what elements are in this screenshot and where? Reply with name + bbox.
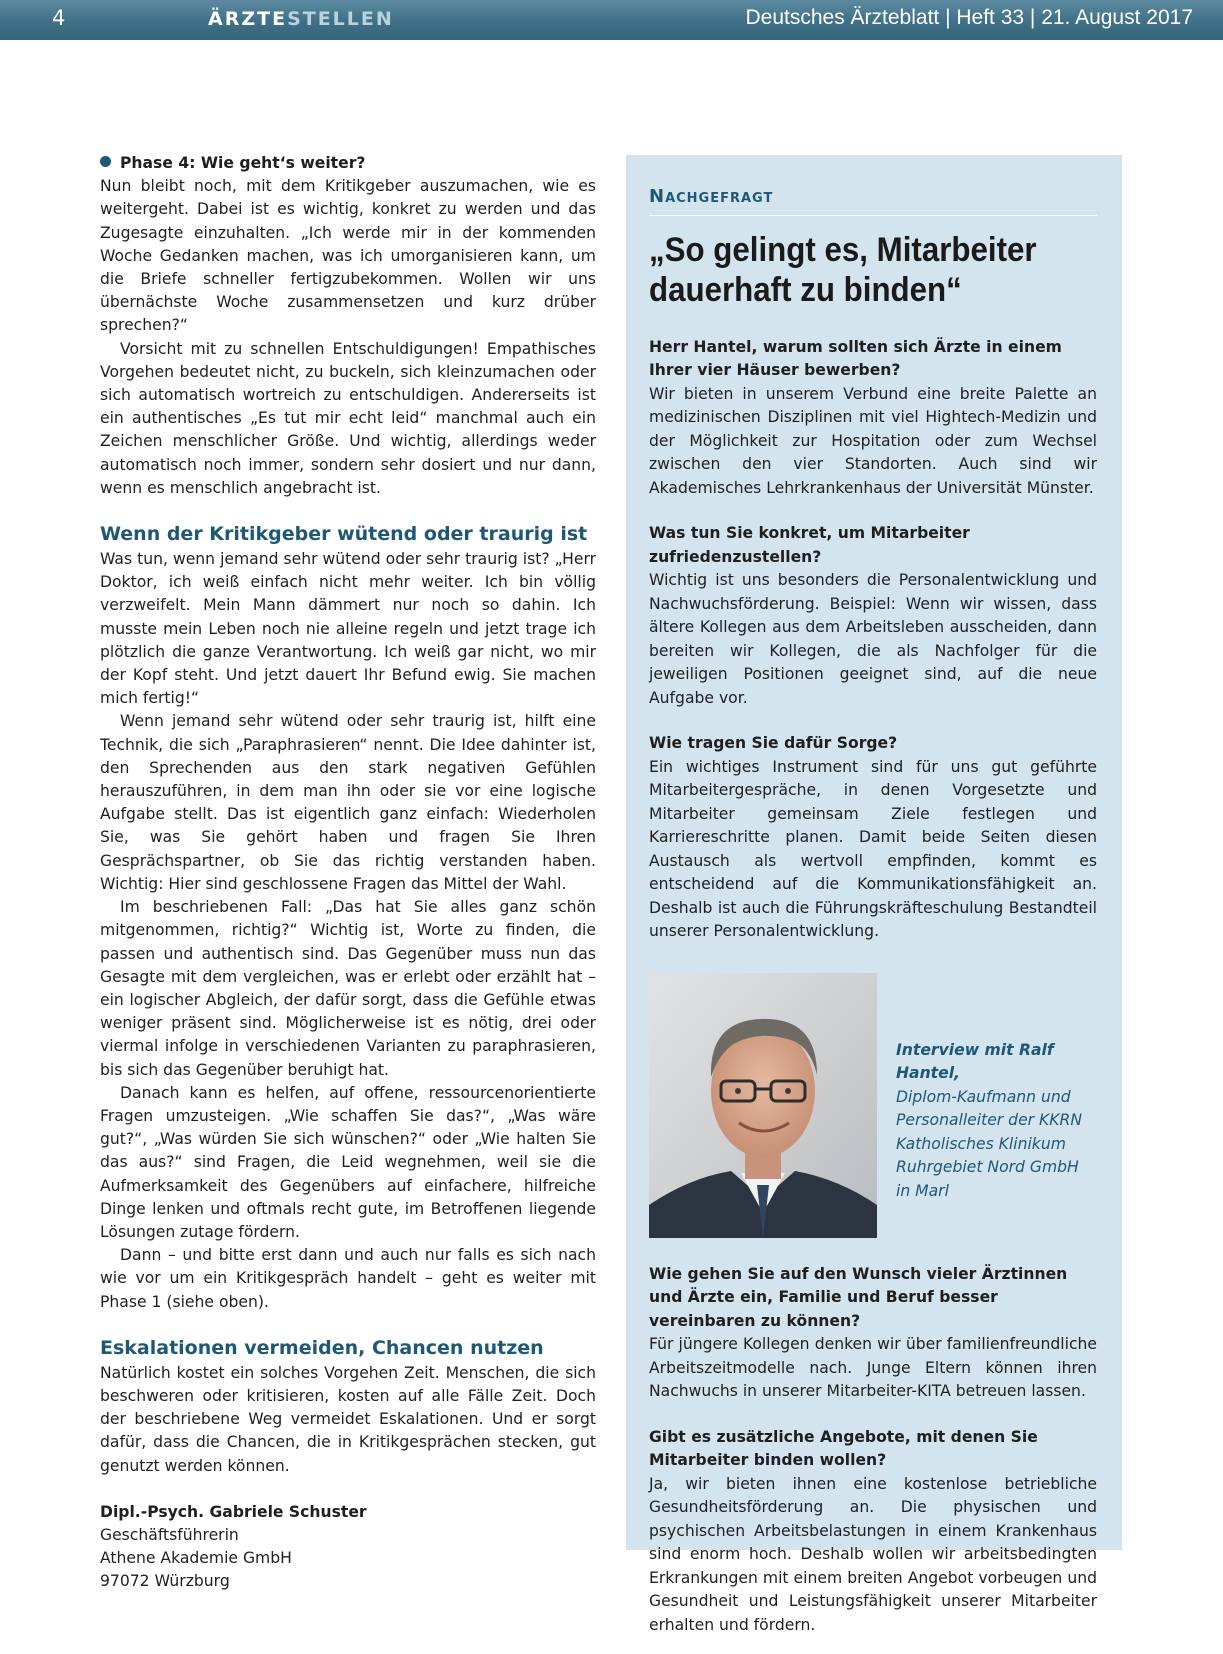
- caption-line: in Marl: [896, 1181, 949, 1200]
- portrait-photo: [649, 973, 877, 1238]
- caption-line: Diplom-Kaufmann und: [896, 1087, 1071, 1106]
- interview-box: [626, 155, 1122, 1634]
- author-role: Geschäftsführerin: [100, 1525, 239, 1544]
- interview-answer: Ja, wir bieten ihnen eine kostenlose betriebliche Gesundheitsförderung an. Die physischen und psychischen Arbeitsbelastungen in einem Krankenhaus sind enorm hoch. Deshalb wollen wir arbeitsbedingten Erkrankungen mit einem breiten Angebot vorbeugen und Gesundheit und Leistungsfähigkeit unserer Mitarbeiter erhalten und fördern.: [649, 1474, 1097, 1634]
- page-header: [0, 0, 1223, 40]
- journal-info: Deutsches Ärzteblatt | Heft 33 | 21. August 2017: [745, 6, 1193, 29]
- paragraph: Vorsicht mit zu schnellen Entschuldigungen! Empathisches Vorgehen bedeutet nicht, zu buckeln, sich kleinzumachen oder sich automatisch wortreich zu entschuldigen. Andererseits ist ein authentisches „Es tut mir echt leid“ manchmal auch ein Zeichen menschlicher Größe. Und wichtig, allerdings weder automatisch noch immer, sondern sehr dosiert und nur dann, wenn es menschlich angebracht ist.: [100, 339, 596, 497]
- portrait-row: [649, 973, 1097, 1241]
- phase-heading: [100, 152, 596, 175]
- caption-line: Katholisches Klinikum: [896, 1134, 1066, 1153]
- bullet-dot-icon: [100, 156, 111, 167]
- main-article: [100, 152, 596, 1594]
- caption-line: Interview mit Ralf Hantel,: [896, 1040, 1054, 1082]
- paragraph: Nun bleibt noch, mit dem Kritikgeber auszumachen, wie es weitergeht. Dabei ist es wichtig, konkret zu werden und das Zugesagte einzuhalten. „Ich werde mir in der kommenden Woche Gedanken machen, was ich umorganisieren kann, um die Briefe schneller fertigzubekommen. Wollen wir uns übernächste Woche zusammensetzen und kurz drüber sprechen?“: [100, 177, 596, 335]
- brand-part-1: ÄRZTE: [208, 8, 288, 30]
- interview-question: Wie gehen Sie auf den Wunsch vieler Ärztinnen und Ärzte ein, Familie und Beruf besser vereinbaren zu können?: [649, 1264, 1068, 1330]
- interview-headline: [649, 230, 1100, 310]
- headline-line-1: „So gelingt es, Mitarbeiter: [649, 230, 1037, 269]
- interview-question: Was tun Sie konkret, um Mitarbeiter zufriedenzustellen?: [649, 524, 970, 566]
- interview-answer: Wichtig ist uns besonders die Personalentwicklung und Nachwuchsförderung. Beispiel: Wenn wir wissen, dass ältere Kollegen aus dem Arbeitsleben ausscheiden, dann bereiten wir Kollegen, die als Nachfolger für die jeweiligen Positionen geeignet sind, auf die neue Aufgabe vor.: [649, 571, 1097, 707]
- phase-title: Phase 4: Wie geht‘s weiter?: [120, 154, 366, 172]
- section-heading: Wenn der Kritikgeber wütend oder traurig ist: [100, 523, 588, 546]
- interview-answer: Für jüngere Kollegen denken wir über familienfreundliche Arbeitszeitmodelle nach. Junge Eltern können ihren Nachwuchs in unserer Mitarbeiter-KITA betreuen lassen.: [649, 1335, 1097, 1400]
- paragraph: Danach kann es helfen, auf offene, ressourcenorientierte Fragen umzusteigen. „Wie schaffen Sie das?“, „Was wäre gut?“, „Was würden Sie sich wünschen?“ oder „Wie halten Sie das aus?“ sind Fragen, die Leid wegnehmen, weil sie die Aufmerksamkeit des Gegenübers auf einfachere, hilfreiche Dinge lenken und oftmals recht gute, im Betroffenen liegende Lösungen zutage fördern.: [100, 1083, 596, 1241]
- paragraph: Was tun, wenn jemand sehr wütend oder sehr traurig ist? „Herr Doktor, ich weiß einfach nicht mehr weiter. Ich bin völlig verzweifelt. Mein Mann dämmert nur noch so dahin. Ich musste mein Leben noch nie alleine regeln und jetzt trage ich plötzlich die ganze Verantwortung. Ich weiß gar nicht, wo mir der Kopf steht. Und jetzt dauert Ihr Befund ewig. Sie machen mich fertig!“: [100, 550, 596, 708]
- interview-question: Herr Hantel, warum sollten sich Ärzte in einem Ihrer vier Häuser bewerben?: [649, 337, 1062, 379]
- author-name: Dipl.-Psych. Gabriele Schuster: [100, 1502, 367, 1521]
- kicker-label: Nachgefragt: [649, 185, 1097, 216]
- paragraph: Natürlich kostet ein solches Vorgehen Zeit. Menschen, die sich beschweren oder kritisieren, kosten auf alle Fälle Zeit. Doch der beschriebene Weg vermeidet Eskalationen. Und er sorgt dafür, dass die Chancen, die in Kritikgesprächen stecken, gut genutzt werden können.: [100, 1363, 596, 1475]
- interview-answer: Wir bieten in unserem Verbund eine breite Palette an medizinischen Disziplinen mit viel Hightech-Medizin und der Möglichkeit zur Hospitation oder zum Wechsel zwischen den vier Standorten. Auch sind wir Akademisches Lehrkrankenhaus der Universität Münster.: [649, 384, 1097, 497]
- author-city: 97072 Würzburg: [100, 1572, 230, 1591]
- interview-question: Wie tragen Sie dafür Sorge?: [649, 734, 898, 752]
- brand-part-2: STELLEN: [287, 8, 394, 30]
- headline-line-2: dauerhaft zu binden“: [649, 270, 962, 309]
- section-brand: [208, 8, 394, 30]
- portrait-caption: [896, 1039, 1101, 1204]
- paragraph: Wenn jemand sehr wütend oder sehr traurig ist, hilft eine Technik, die sich „Paraphrasieren“ nennt. Die Idee dahinter ist, den Sprechenden aus den stark negativen Gefühlen herauszuführen, in dem man ihn oder sie vor eine logische Aufgabe stellt. Das ist eigentlich ganz einfach: Wiederholen Sie, was Sie gehört haben und fragen Sie Ihren Gesprächspartner, ob Sie das richtig verstanden haben. Wichtig: Hier sind geschlossene Fragen das Mittel der Wahl.: [100, 712, 596, 893]
- interview-question: Gibt es zusätzliche Angebote, mit denen Sie Mitarbeiter binden wollen?: [649, 1427, 1038, 1469]
- section-heading: Eskalationen vermeiden, Chancen nutzen: [100, 1336, 544, 1359]
- portrait-illustration: [649, 973, 877, 1238]
- caption-line: Personalleiter der KKRN: [896, 1111, 1082, 1129]
- page-number: 4: [52, 6, 66, 30]
- paragraph: Im beschriebenen Fall: „Das hat Sie alles ganz schön mitgenommen, richtig?“ Wichtig ist, Worte zu finden, die passen und authentisch sind. Das Gegenüber muss nun das Gesagte mit dem vergleichen, was er erlebt oder erzählt hat – ein logischer Abgleich, der dafür sorgt, dass die Gefühle etwas weniger präsent sind. Möglicherweise ist es nötig, drei oder viermal infolge in verschiedenen Varianten zu paraphrasieren, bis sich das Gegenüber beruhigt hat.: [100, 898, 596, 1079]
- caption-line: Ruhrgebiet Nord GmbH: [896, 1158, 1079, 1176]
- author-org: Athene Akademie GmbH: [100, 1549, 292, 1568]
- paragraph: Dann – und bitte erst dann und auch nur falls es sich nach wie vor um ein Kritikgespräch handelt – geht es weiter mit Phase 1 (siehe oben).: [100, 1246, 596, 1311]
- interview-answer: Ein wichtiges Instrument sind für uns gut geführte Mitarbeitergespräche, in denen Vorgesetzte und Mitarbeiter gemeinsam Ziele festlegen und Karriereschritte planen. Damit beide Seiten diesen Austausch als wertvoll empfinden, kommt es entscheidend auf die Kommunikationsfähigkeit an. Deshalb ist auch die Führungskräfteschulung Bestandteil unserer Personalentwicklung.: [649, 757, 1097, 940]
